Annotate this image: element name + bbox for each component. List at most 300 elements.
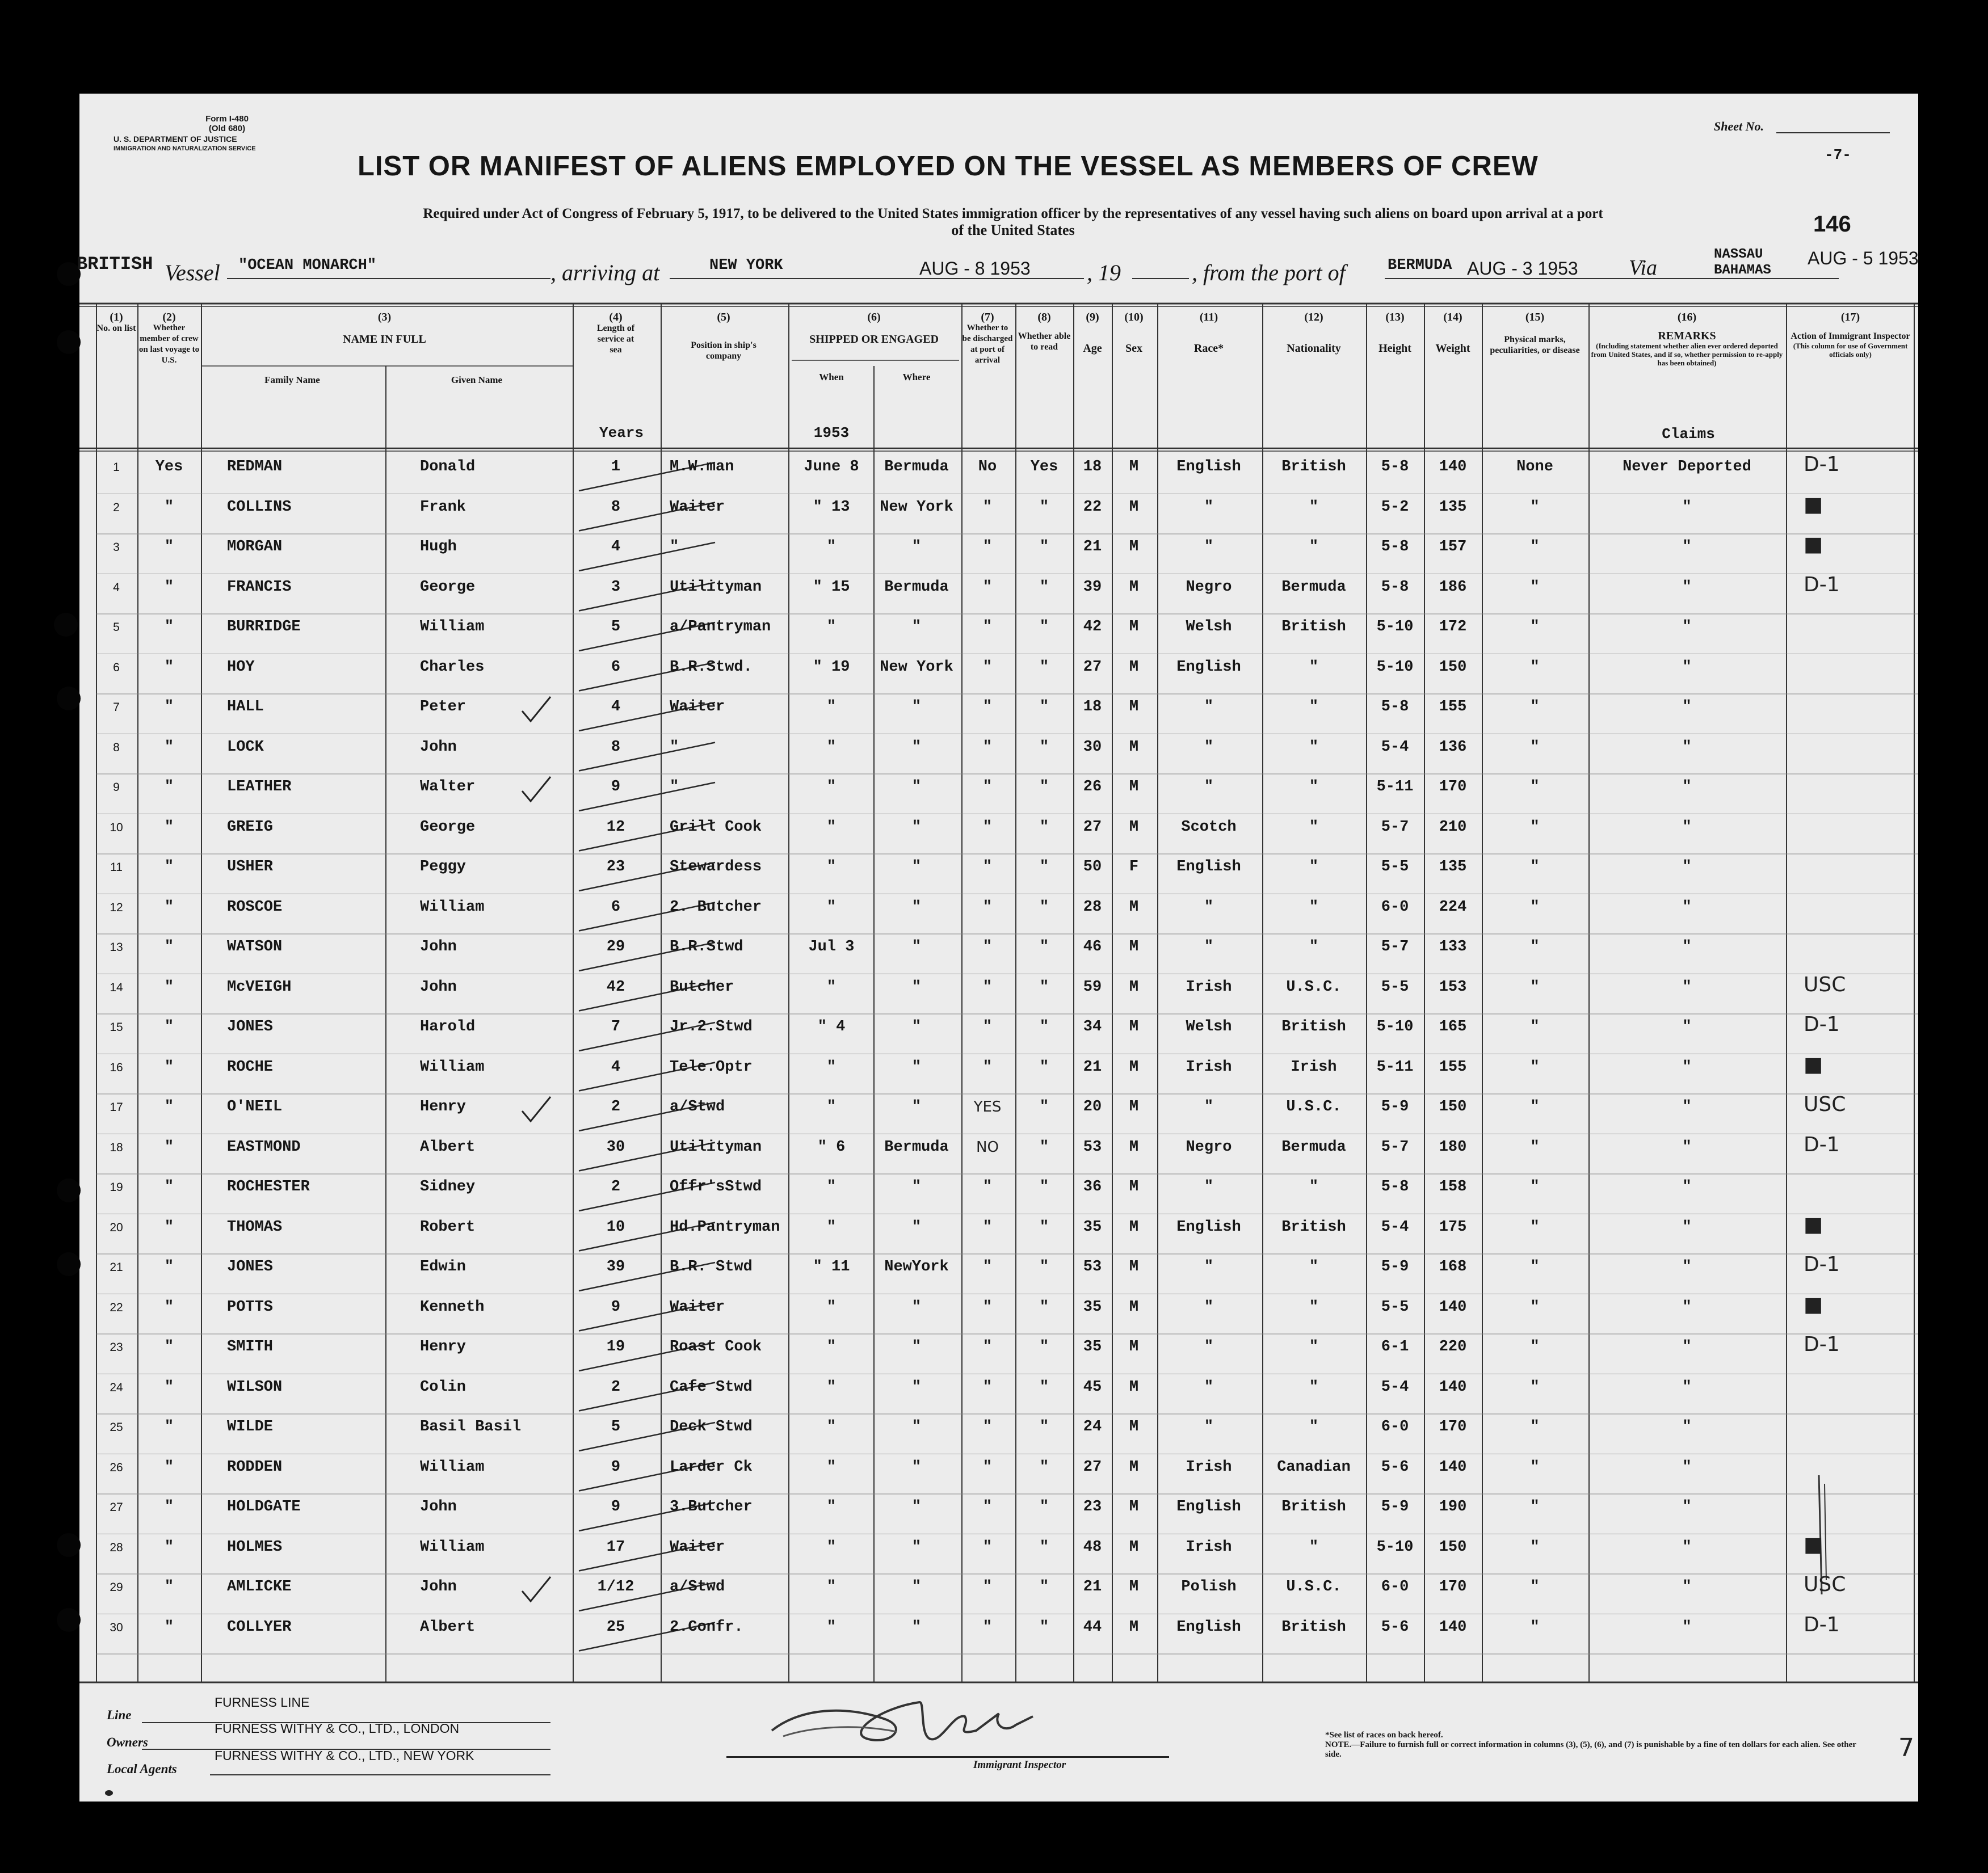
ship-position: " [670,738,679,756]
nationality: U.S.C. [1286,978,1342,996]
discharge-at-port: " [982,1018,993,1036]
able-to-read: " [1039,818,1049,836]
height: 6-0 [1381,898,1409,916]
shipped-where: New York [880,658,953,676]
discharge-at-port: " [982,898,993,916]
row-number: 1 [113,461,120,474]
shipped-where: " [911,1339,922,1356]
ship-position: Roast Cook [670,1339,762,1356]
shipped-where: " [911,1458,922,1476]
family-name: WATSON [227,938,283,956]
manifest-sheet [79,94,1918,1802]
shipped-where: " [911,538,922,555]
able-to-read: " [1039,578,1049,596]
discharge-at-port: " [982,1579,993,1596]
ship-position: Tele.Optr [670,1058,753,1076]
height: 5-8 [1381,578,1409,596]
race: " [1204,738,1214,756]
race: Welsh [1186,618,1232,635]
arrival-port: NEW YORK [709,257,783,274]
race: " [1204,1378,1214,1396]
shipped-when: " [826,538,837,555]
remarks: " [1682,1538,1692,1556]
via-date: AUG - 5 1953 [1808,248,1919,268]
family-name: EASTMOND [227,1138,301,1156]
ship-position: Waiter [670,698,725,715]
length-of-service: 4 [611,698,621,715]
able-to-read: " [1039,1218,1049,1236]
nationality: " [1309,698,1319,715]
row-number: 13 [110,941,123,954]
shipped-where: " [911,1618,922,1636]
shipped-when: " [826,1178,837,1196]
ship-position: a/Stwd [670,1098,725,1116]
remarks: " [1682,658,1692,676]
able-to-read: " [1039,938,1049,956]
discharge-at-port: " [982,778,993,796]
ship-position: a/Pantryman [670,618,771,635]
inspector-action: ■ [1804,1533,1823,1556]
nationality: British [1281,1499,1346,1516]
height: 5-10 [1376,658,1414,676]
age: 18 [1083,458,1102,475]
nationality: " [1309,498,1319,516]
remarks: " [1682,1098,1692,1116]
ship-position: Waiter [670,1298,725,1316]
row-number: 18 [110,1140,123,1154]
inspector-action: ■ [1804,1053,1823,1076]
crew-last-voyage: " [164,1378,174,1396]
col-6b-header: Where [902,372,931,382]
shipped-when: " [826,698,837,715]
row-number: 22 [110,1300,123,1314]
sex: M [1129,1499,1139,1516]
signature-line [726,1756,1169,1758]
family-name: LOCK [227,738,264,756]
discharge-at-port: " [982,978,993,996]
ship-position: Offr'sStwd [670,1178,762,1196]
race: " [1204,1178,1214,1196]
sex: M [1129,1218,1139,1236]
weight: 155 [1439,698,1467,715]
col-2-header: (2) Whether member of crew on last voyage to U.S. [138,311,200,365]
family-name: LEATHER [227,778,292,796]
shipped-when: " [826,618,837,635]
race: " [1204,778,1214,796]
length-of-service: 17 [606,1538,625,1556]
shipped-where: Bermuda [884,458,949,475]
remarks: " [1682,498,1692,516]
length-of-service: 10 [606,1218,625,1236]
nationality: " [1309,738,1319,756]
length-of-service: 29 [606,938,625,956]
physical-marks: " [1530,618,1540,635]
age: 42 [1083,618,1102,635]
age: 53 [1083,1138,1102,1156]
height: 6-0 [1381,1579,1409,1596]
col-1-header: (1) No. on list [96,311,136,333]
ship-position: Jr.2.Stwd [670,1018,753,1036]
col-4-header: (4) Length of service at sea [596,311,635,355]
col-6-header: (6) SHIPPED OR ENGAGED [809,311,939,346]
shipped-when: " [826,1218,837,1236]
weight: 172 [1439,618,1467,635]
from-date: AUG - 3 1953 [1467,258,1578,279]
nationality: " [1309,1378,1319,1396]
inspector-action: D-1 [1804,1133,1840,1156]
discharge-at-port: " [982,1419,993,1436]
shipped-where: NewYork [884,1259,949,1276]
shipped-when: " 13 [813,498,850,516]
discharge-at-port: " [982,538,993,555]
length-of-service: 39 [606,1259,625,1276]
ship-position: 2. Butcher [670,898,762,916]
row-number: 3 [113,541,120,554]
sex: M [1129,778,1139,796]
race: Negro [1186,1138,1232,1156]
discharge-at-port: " [982,1458,993,1476]
row-number: 6 [113,660,120,674]
age: 39 [1083,578,1102,596]
printer-mark [105,1790,113,1796]
given-name: Colin [420,1378,466,1396]
shipped-when: " [826,1098,837,1116]
ship-position: " [670,778,679,796]
discharge-at-port: " [982,1339,993,1356]
height: 5-8 [1381,698,1409,715]
form-number: Form I-480 (Old 680) [205,114,249,133]
physical-marks: " [1530,818,1540,836]
nationality: " [1309,1259,1319,1276]
nationality: British [1281,458,1346,475]
race: " [1204,1298,1214,1316]
sex: M [1129,1098,1139,1116]
able-to-read: " [1039,978,1049,996]
length-of-service: 9 [611,778,621,796]
remarks: " [1682,818,1692,836]
crew-last-voyage: " [164,578,174,596]
remarks: " [1682,1618,1692,1636]
sex: M [1129,1259,1139,1276]
weight: 153 [1439,978,1467,996]
able-to-read: " [1039,618,1049,635]
discharge-at-port: " [982,578,993,596]
remarks: " [1682,738,1692,756]
row-number: 19 [110,1181,123,1194]
physical-marks: " [1530,978,1540,996]
age: 21 [1083,538,1102,555]
weight: 150 [1439,1538,1467,1556]
weight: 180 [1439,1138,1467,1156]
race: " [1204,498,1214,516]
shipped-where: New York [880,498,953,516]
able-to-read: " [1039,1098,1049,1116]
sex: M [1129,938,1139,956]
ship-position: Waiter [670,1538,725,1556]
remarks: " [1682,1579,1692,1596]
nationality: Bermuda [1281,1138,1346,1156]
given-name: Edwin [420,1259,466,1276]
shipped-where: Bermuda [884,578,949,596]
remarks: " [1682,1178,1692,1196]
remarks: " [1682,538,1692,555]
length-of-service: 1/12 [597,1579,634,1596]
height: 5-7 [1381,1138,1409,1156]
physical-marks: " [1530,1018,1540,1036]
footer-line-3 [210,1774,550,1775]
row-number: 30 [110,1621,123,1634]
discharge-at-port: No [978,458,997,475]
weight: 168 [1439,1259,1467,1276]
height: 5-5 [1381,978,1409,996]
height: 5-4 [1381,738,1409,756]
height: 5-9 [1381,1499,1409,1516]
inspector-action: D-1 [1804,1333,1840,1356]
weight: 140 [1439,1378,1467,1396]
weight: 210 [1439,818,1467,836]
remarks: " [1682,1058,1692,1076]
discharge-at-port: " [982,1259,993,1276]
physical-marks: " [1530,578,1540,596]
able-to-read: " [1039,1618,1049,1636]
punch-hole [57,1252,81,1276]
discharge-at-port: " [982,938,993,956]
height: 5-6 [1381,1458,1409,1476]
shipped-where: " [911,618,922,635]
age: 45 [1083,1378,1102,1396]
crew-last-voyage: " [164,698,174,715]
nationality: Irish [1291,1058,1337,1076]
family-name: ROCHE [227,1058,274,1076]
remarks: Never Deported [1623,458,1751,475]
row-number: 23 [110,1341,123,1354]
able-to-read: " [1039,1458,1049,1476]
physical-marks: " [1530,498,1540,516]
height: 5-11 [1376,1058,1414,1076]
race: " [1204,938,1214,956]
col-17-header: (17) Action of Immigrant Inspector (This column for use of Government officials only) [1791,311,1910,359]
able-to-read: " [1039,1538,1049,1556]
page-title: LIST OR MANIFEST OF ALIENS EMPLOYED ON THE VESSEL AS MEMBERS OF CREW [358,151,1539,182]
nationality: " [1309,1298,1319,1316]
inspector-action: USC [1804,973,1846,996]
discharge-at-port: " [982,618,993,635]
row-number: 10 [110,820,123,834]
physical-marks: " [1530,538,1540,555]
physical-marks: " [1530,1138,1540,1156]
remarks: " [1682,1259,1692,1276]
inspector-action: USC [1804,1573,1846,1596]
crew-last-voyage: " [164,618,174,635]
discharge-at-port: " [982,1378,993,1396]
shipped-when: " [826,1419,837,1436]
col-3a-header: Family Name [264,374,320,385]
nationality: " [1309,1178,1319,1196]
nationality: British [1281,1218,1346,1236]
row-number: 11 [110,861,123,874]
able-to-read: " [1039,898,1049,916]
weight: 136 [1439,738,1467,756]
given-name: John [420,738,457,756]
physical-marks: " [1530,1378,1540,1396]
length-of-service: 23 [606,858,625,876]
remarks: " [1682,938,1692,956]
col-3b-header: Given Name [451,374,503,385]
crew-last-voyage: " [164,1339,174,1356]
length-of-service: 8 [611,498,621,516]
ship-position: a/Stwd [670,1579,725,1596]
inspector-signature [749,1691,1090,1759]
discharge-at-port: " [982,818,993,836]
punch-hole [57,1608,81,1632]
family-name: JONES [227,1259,274,1276]
row-number: 16 [110,1060,123,1074]
given-name: Sidney [420,1178,476,1196]
weight: 190 [1439,1499,1467,1516]
weight: 170 [1439,1419,1467,1436]
sex: M [1129,1138,1139,1156]
discharge-at-port: " [982,1058,993,1076]
length-of-service: 3 [611,578,621,596]
height: 5-8 [1381,538,1409,555]
remarks: " [1682,1499,1692,1516]
col-16-header: (16) REMARKS (Including statement whether alien ever ordered deported from United States, and if so, whether permission to re-apply has been obtained) [1591,311,1783,367]
physical-marks: " [1530,1218,1540,1236]
able-to-read: " [1039,858,1049,876]
height: 5-5 [1381,858,1409,876]
agents-label: Local Agents [107,1762,177,1776]
shipped-where: " [911,1579,922,1596]
sex: M [1129,578,1139,596]
given-name: William [420,1538,485,1556]
race: Welsh [1186,1018,1232,1036]
shipped-when: June 8 [804,458,859,475]
shipped-when: " 6 [817,1138,846,1156]
inspector-label: Immigrant Inspector [973,1759,1066,1771]
crew-last-voyage: " [164,1419,174,1436]
sex: M [1129,1339,1139,1356]
age: 27 [1083,658,1102,676]
weight: 170 [1439,1579,1467,1596]
height: 5-5 [1381,1298,1409,1316]
crew-last-voyage: Yes [155,458,183,475]
remarks: " [1682,1138,1692,1156]
vessel-flag: BRITISH [77,254,153,275]
arriving-label: , arriving at [550,260,660,285]
crew-last-voyage: " [164,778,174,796]
ship-position: Utilityman [670,578,762,596]
remarks: " [1682,898,1692,916]
remarks: " [1682,618,1692,635]
ship-position: Hd.Pantryman [670,1218,780,1236]
sex: M [1129,898,1139,916]
given-name: Robert [420,1218,476,1236]
nationality: U.S.C. [1286,1098,1342,1116]
crew-last-voyage: " [164,1458,174,1476]
sex: M [1129,1018,1139,1036]
crew-last-voyage: " [164,1218,174,1236]
vessel-label: Vessel [165,260,220,285]
sex: M [1129,458,1139,475]
from-port: BERMUDA [1388,257,1452,274]
row-number: 14 [110,980,123,994]
nationality: " [1309,938,1319,956]
race: " [1204,1419,1214,1436]
age: 35 [1083,1298,1102,1316]
inspector-action: ■ [1804,1293,1823,1316]
shipped-when: " 15 [813,578,850,596]
able-to-read: Yes [1030,458,1058,475]
age: 20 [1083,1098,1102,1116]
shipped-where: " [911,1298,922,1316]
ship-position: Grill Cook [670,818,762,836]
sex: M [1129,1419,1139,1436]
given-name: Walter [420,778,476,796]
row-number: 28 [110,1541,123,1554]
crew-last-voyage: " [164,498,174,516]
crew-last-voyage: " [164,1058,174,1076]
vessel-name: "OCEAN MONARCH" [238,257,377,274]
discharge-at-port: YES [973,1098,1002,1116]
shipped-when: " [826,1618,837,1636]
family-name: POTTS [227,1298,274,1316]
family-name: USHER [227,858,274,876]
able-to-read: " [1039,1579,1049,1596]
family-name: HOLMES [227,1538,283,1556]
length-of-service: 30 [606,1138,625,1156]
physical-marks: " [1530,1259,1540,1276]
nationality: " [1309,658,1319,676]
height: 5-4 [1381,1378,1409,1396]
discharge-at-port: " [982,1178,993,1196]
via-port: NASSAU BAHAMAS [1714,247,1771,278]
length-of-service: 4 [611,1058,621,1076]
length-of-service: 1 [611,458,621,475]
given-name: Albert [420,1138,476,1156]
weight: 135 [1439,858,1467,876]
shipped-where: " [911,1378,922,1396]
weight: 140 [1439,458,1467,475]
remarks: " [1682,778,1692,796]
via-label: Via [1629,256,1657,280]
family-name: O'NEIL [227,1098,283,1116]
col-10-header: (10) Sex [1124,311,1144,355]
shipped-where: " [911,1218,922,1236]
col-9-header: (9) Age [1083,311,1102,355]
physical-marks: " [1530,898,1540,916]
col-12-header: (12) Nationality [1287,311,1341,355]
family-name: AMLICKE [227,1579,292,1596]
ship-position: Larder Ck [670,1458,753,1476]
physical-marks: " [1530,858,1540,876]
given-name: John [420,978,457,996]
row-number: 21 [110,1261,123,1274]
physical-marks: " [1530,1499,1540,1516]
row-number: 15 [110,1021,123,1034]
physical-marks: " [1530,778,1540,796]
age: 35 [1083,1339,1102,1356]
nationality: Canadian [1277,1458,1351,1476]
footer-line-2 [142,1749,550,1750]
age: 34 [1083,1018,1102,1036]
race: English [1176,858,1241,876]
able-to-read: " [1039,1419,1049,1436]
shipped-when: " [826,818,837,836]
shipped-where: " [911,818,922,836]
discharge-at-port: " [982,698,993,715]
height: 5-4 [1381,1218,1409,1236]
physical-marks: " [1530,738,1540,756]
